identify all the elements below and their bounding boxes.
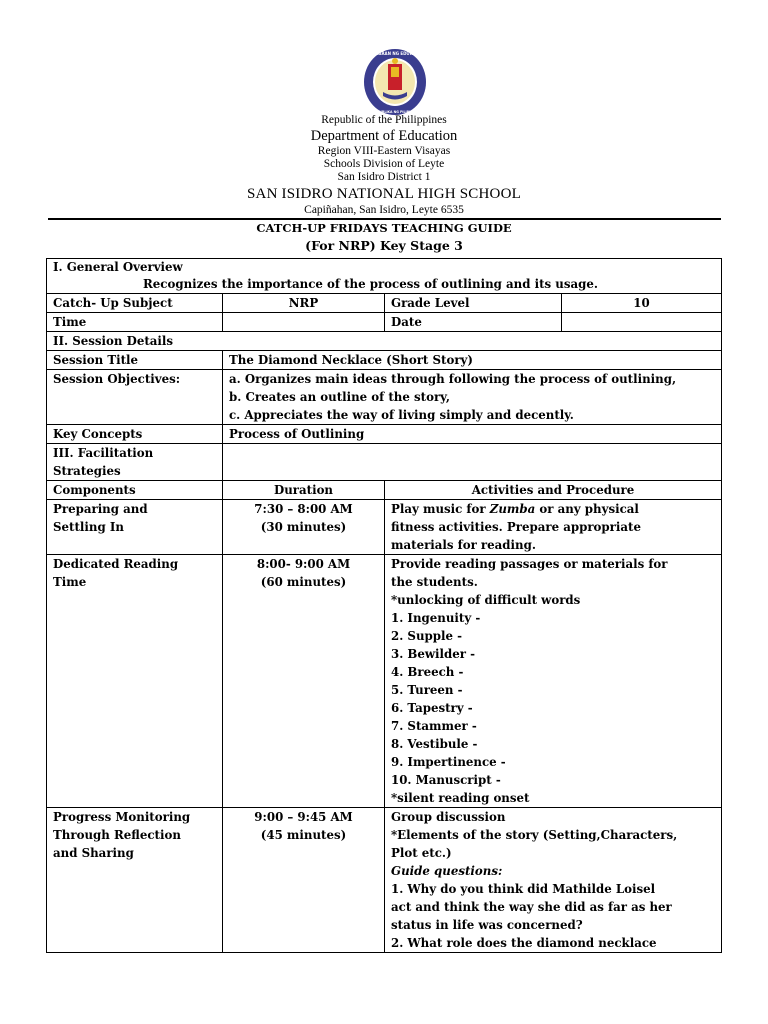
- duration-minutes: (30 minutes): [260, 520, 347, 534]
- date-label: Date: [385, 313, 562, 332]
- guide-subtitle: (For NRP) Key Stage 3: [305, 238, 463, 253]
- date-value: [562, 313, 722, 332]
- session-title-value: The Diamond Necklace (Short Story): [223, 351, 722, 370]
- overview-heading: I. General Overview: [53, 260, 183, 274]
- grade-label: Grade Level: [385, 294, 562, 313]
- duration-minutes: (60 minutes): [260, 575, 347, 589]
- teaching-guide-table: [46, 258, 722, 953]
- activity-line: Provide reading passages or materials for: [391, 557, 668, 571]
- session-title-label: Session Title: [47, 351, 223, 370]
- guide-title: CATCH-UP FRIDAYS TEACHING GUIDE: [256, 221, 512, 235]
- table-row-progress: [47, 808, 722, 953]
- subject-value: NRP: [223, 294, 385, 313]
- activity-line: *unlocking of difficult words: [391, 593, 581, 607]
- subject-row: [47, 294, 722, 313]
- component-text: and Sharing: [53, 846, 134, 860]
- vocab-item: 5. Tureen -: [391, 683, 463, 697]
- vocab-item: 7. Stammer -: [391, 719, 477, 733]
- time-label: Time: [47, 313, 223, 332]
- component-text: Through Reflection: [53, 828, 181, 842]
- col-activities: Activities and Procedure: [385, 481, 722, 500]
- activity-line: *silent reading onset: [391, 791, 530, 805]
- component-text: Dedicated Reading: [53, 557, 179, 571]
- subject-label: Catch- Up Subject: [47, 294, 223, 313]
- objective-c: c. Appreciates the way of living simply and decently.: [229, 408, 574, 422]
- deped-seal-logo: [353, 47, 437, 117]
- component-text: Preparing and: [53, 502, 148, 516]
- session-objectives-row: [47, 370, 722, 425]
- duration-minutes: (45 minutes): [260, 828, 347, 842]
- duration-time: 7:30 – 8:00 AM: [254, 502, 353, 516]
- key-concepts-row: [47, 425, 722, 444]
- guide-question-line: status in life was concerned?: [391, 918, 583, 932]
- objective-b: b. Creates an outline of the story,: [229, 390, 450, 404]
- component-text: Progress Monitoring: [53, 810, 191, 824]
- time-row: [47, 313, 722, 332]
- activity-line: Play music for Zumba or any physical: [391, 502, 639, 516]
- republic-line: Republic of the Philippines: [321, 114, 447, 126]
- duration-time: 9:00 – 9:45 AM: [254, 810, 353, 824]
- header-divider: [48, 218, 721, 220]
- table-row-reading: [47, 555, 722, 808]
- division-line: Schools Division of Leyte: [323, 158, 445, 170]
- component-text: Time: [53, 575, 87, 589]
- facilitation-blank: [223, 444, 722, 481]
- guide-question-line: act and think the way she did as far as her: [391, 900, 672, 914]
- guide-question-line: 1. Why do you think did Mathilde Loisel: [391, 882, 656, 896]
- district-line: San Isidro District 1: [337, 171, 431, 183]
- zumba-emphasis: Zumba: [489, 502, 536, 516]
- key-concepts-value: Process of Outlining: [223, 425, 722, 444]
- table-row-preparing: [47, 500, 722, 555]
- session-objectives-label: Session Objectives:: [47, 370, 223, 425]
- session-heading-row: [47, 332, 722, 351]
- overview-text: Recognizes the importance of the process of outlining and its usage.: [143, 277, 598, 291]
- vocab-item: 1. Ingenuity -: [391, 611, 481, 625]
- component-text: Settling In: [53, 520, 124, 534]
- facilitation-heading-line2: Strategies: [53, 464, 121, 478]
- activity-line: fitness activities. Prepare appropriate: [391, 520, 641, 534]
- facilitation-column-headers: [47, 481, 722, 500]
- department-line: Department of Education: [310, 128, 458, 144]
- activity-line: Plot etc.): [391, 846, 452, 860]
- vocab-item: 8. Vestibule -: [391, 737, 478, 751]
- grade-value: 10: [562, 294, 722, 313]
- objective-a: a. Organizes main ideas through following the process of outlining,: [229, 372, 677, 386]
- guide-questions-label: Guide questions:: [391, 864, 503, 878]
- time-value: [223, 313, 385, 332]
- overview-row: [47, 259, 722, 294]
- school-name: SAN ISIDRO NATIONAL HIGH SCHOOL: [247, 186, 521, 202]
- facilitation-heading-line1: III. Facilitation: [53, 446, 154, 460]
- col-duration: Duration: [223, 481, 385, 500]
- duration-time: 8:00- 9:00 AM: [256, 557, 351, 571]
- svg-text:REPUBLIKA NG PILIPINAS: REPUBLIKA NG PILIPINAS: [372, 110, 418, 114]
- col-components: Components: [47, 481, 223, 500]
- session-title-row: [47, 351, 722, 370]
- activity-line: Group discussion: [391, 810, 506, 824]
- region-line: Region VIII-Eastern Visayas: [317, 145, 451, 157]
- vocab-item: 10. Manuscript -: [391, 773, 501, 787]
- school-address: Capiñahan, San Isidro, Leyte 6535: [304, 204, 464, 216]
- vocab-item: 3. Bewilder -: [391, 647, 475, 661]
- svg-text:KAGAWARAN NG EDUKASYON: KAGAWARAN NG EDUKASYON: [361, 51, 429, 56]
- vocab-item: 9. Impertinence -: [391, 755, 506, 769]
- vocab-item: 2. Supple -: [391, 629, 463, 643]
- activity-line: *Elements of the story (Setting,Characters,: [391, 828, 678, 842]
- session-heading: II. Session Details: [47, 332, 722, 351]
- vocab-item: 6. Tapestry -: [391, 701, 473, 715]
- facilitation-heading-row: [47, 444, 722, 481]
- vocab-item: 4. Breech -: [391, 665, 464, 679]
- activity-line: the students.: [391, 575, 478, 589]
- guide-question-line: 2. What role does the diamond necklace: [391, 936, 657, 950]
- key-concepts-label: Key Concepts: [47, 425, 223, 444]
- activity-line: materials for reading.: [391, 538, 536, 552]
